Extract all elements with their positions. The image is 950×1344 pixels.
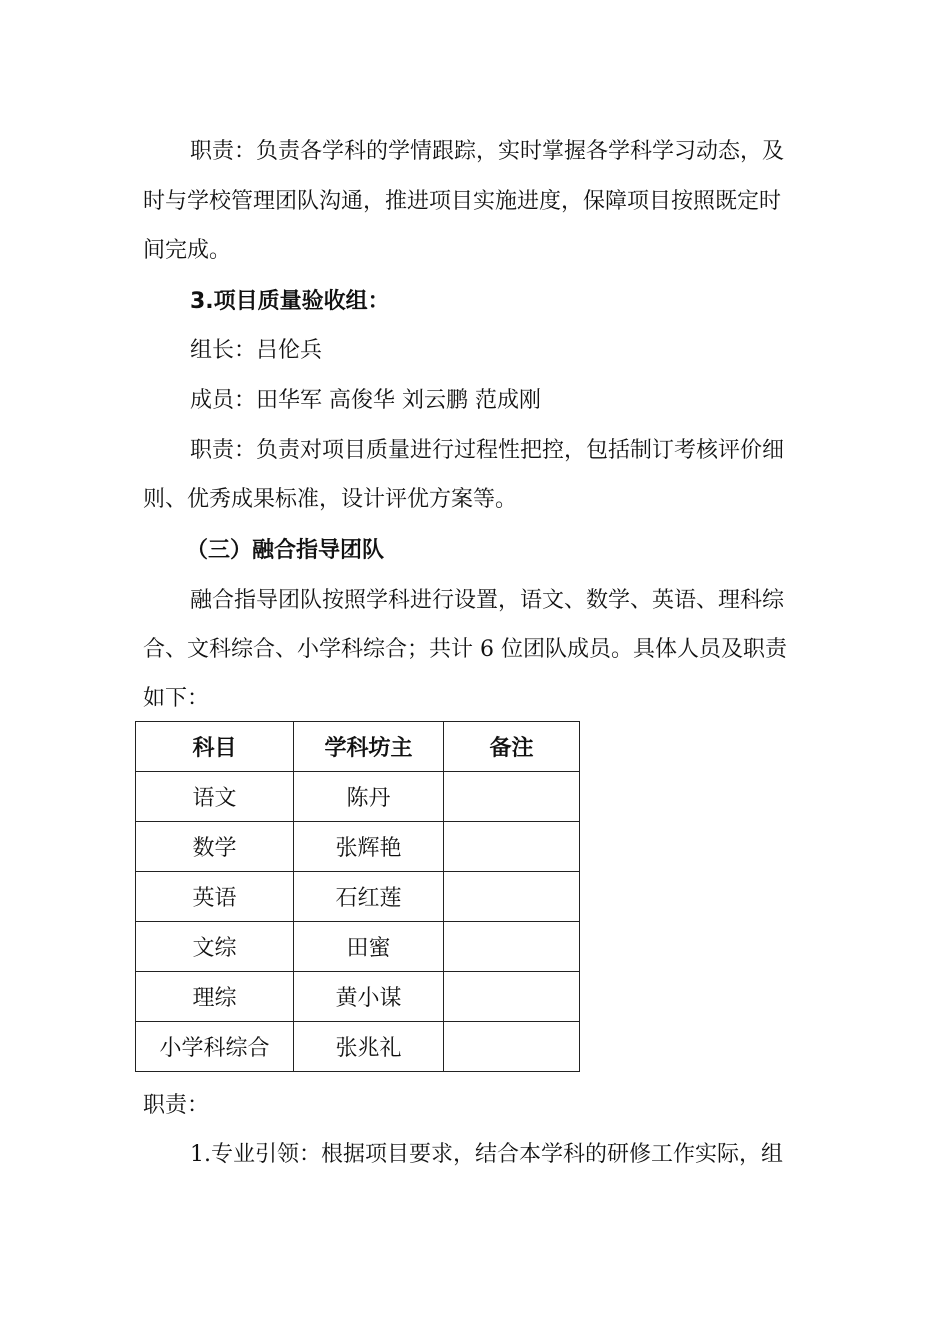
table-row (136, 872, 580, 922)
section-heading: （三）融合指导团队 (186, 538, 385, 563)
table-cell-leader: 田蜜 (294, 922, 444, 972)
table-cell-leader: 陈丹 (294, 772, 444, 822)
paragraph-line: 融合指导团队按照学科进行设置，语文、数学、英语、理科综 (190, 588, 785, 613)
duties-label: 职责： (143, 1093, 210, 1118)
paragraph-line: 职责：负责各学科的学情跟踪，实时掌握各学科学习动态，及 (190, 139, 785, 164)
table-cell-subject: 数学 (136, 822, 294, 872)
table-cell-subject: 英语 (136, 872, 294, 922)
table-cell-subject: 语文 (136, 772, 294, 822)
duty-item: 1.专业引领：根据项目要求，结合本学科的研修工作实际，组 (190, 1142, 783, 1167)
table-row (136, 972, 580, 1022)
table-cell-subject: 文综 (136, 922, 294, 972)
column-header-notes: 备注 (444, 722, 580, 772)
table-cell-leader: 石红莲 (294, 872, 444, 922)
table-row (136, 772, 580, 822)
table-cell-notes (444, 1022, 580, 1072)
table-cell-notes (444, 922, 580, 972)
table-cell-notes (444, 972, 580, 1022)
table-cell-leader: 张辉艳 (294, 822, 444, 872)
table-cell-notes (444, 872, 580, 922)
table-cell-notes (444, 822, 580, 872)
table-header-row (136, 722, 580, 772)
table-cell-leader: 黄小谋 (294, 972, 444, 1022)
paragraph-line: 如下： (143, 686, 210, 711)
paragraph-line: 合、文科综合、小学科综合；共计 6 位团队成员。具体人员及职责 (143, 637, 787, 662)
paragraph-line: 间完成。 (143, 238, 232, 263)
team-table (135, 721, 580, 1072)
table-row (136, 922, 580, 972)
table-cell-subject: 小学科综合 (136, 1022, 294, 1072)
paragraph-line: 职责：负责对项目质量进行过程性把控，包括制订考核评价细 (190, 438, 785, 463)
table-row (136, 1022, 580, 1072)
section-heading: 3.项目质量验收组： (190, 289, 390, 314)
paragraph-line: 则、优秀成果标准，设计评优方案等。 (143, 487, 518, 512)
table-cell-leader: 张兆礼 (294, 1022, 444, 1072)
table-cell-subject: 理综 (136, 972, 294, 1022)
leader-line: 组长：吕伦兵 (190, 338, 323, 363)
column-header-leader: 学科坊主 (294, 722, 444, 772)
column-header-subject: 科目 (136, 722, 294, 772)
table-row (136, 822, 580, 872)
table-cell-notes (444, 772, 580, 822)
members-line: 成员：田华军 高俊华 刘云鹏 范成刚 (190, 388, 541, 413)
paragraph-line: 时与学校管理团队沟通，推进项目实施进度，保障项目按照既定时 (143, 189, 782, 214)
